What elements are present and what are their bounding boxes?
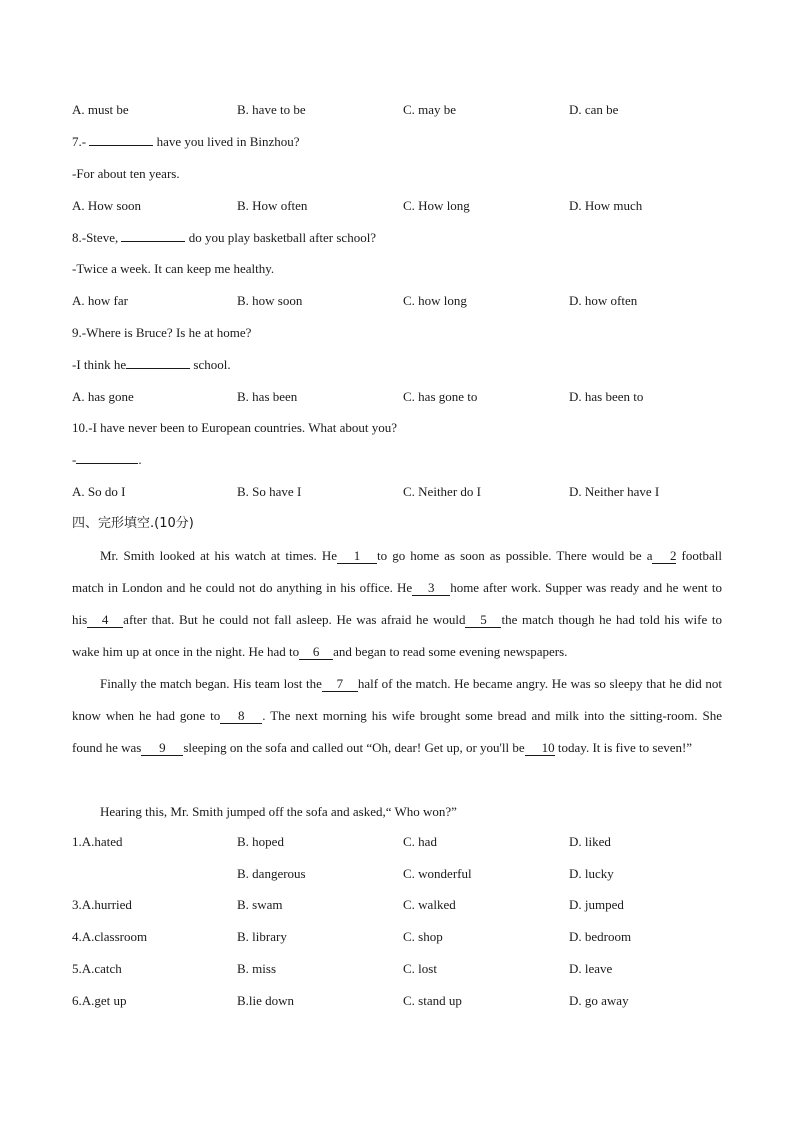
cloze-3-option-c: C. walked xyxy=(403,897,456,912)
p1-text-5: after that. But he could not fall asleep. He was afraid he would xyxy=(123,612,466,627)
q7-option-c: C. How long xyxy=(403,198,470,213)
p2-text-4: sleeping on the sofa and called out “Oh, dear! Get up, or you'll be xyxy=(183,740,525,755)
q8-options xyxy=(72,292,722,310)
p1-text-1: Mr. Smith looked at his watch at times. He xyxy=(100,548,338,563)
q8-prompt xyxy=(72,229,376,247)
q9-option-a: A. has gone xyxy=(72,389,134,404)
q7-option-d: D. How much xyxy=(569,198,643,213)
q9-option-c: C. has gone to xyxy=(403,389,478,404)
cloze-options-4 xyxy=(72,928,722,946)
q7-answer: -For about ten years. xyxy=(72,166,180,181)
cloze-paragraph-1 xyxy=(72,540,722,668)
q9-options xyxy=(72,388,722,406)
q6-option-d: D. can be xyxy=(569,102,619,117)
q10-option-a: A. So do I xyxy=(72,484,126,499)
q9-blank xyxy=(126,368,190,369)
cloze-gap-3: 3 xyxy=(412,580,450,596)
cloze-3-option-a: 3.A.hurried xyxy=(72,897,132,912)
cloze-6-option-b: B.lie down xyxy=(237,993,295,1008)
cloze-paragraph-3 xyxy=(72,796,722,828)
q9-answer xyxy=(72,356,231,374)
cloze-3-option-d: D. jumped xyxy=(569,897,624,912)
q7-blank xyxy=(89,145,153,146)
section-4-title: 四、完形填空.(10分) xyxy=(72,516,194,531)
cloze-options-3 xyxy=(72,896,722,914)
cloze-5-option-a: 5.A.catch xyxy=(72,961,122,976)
q6-option-a: A. must be xyxy=(72,102,129,117)
q10-answer-end: . xyxy=(138,452,142,467)
p2-text-5: today. It is five to seven!” xyxy=(554,740,693,755)
q7-prompt xyxy=(72,133,300,151)
q9-prompt: 9.-Where is Bruce? Is he at home? xyxy=(72,325,252,340)
q7-number: 7.- xyxy=(72,134,87,149)
q8-option-d: D. how often xyxy=(569,293,638,308)
p2-text-3: . The next morning his wife brought some bread and milk into the sitting-room. She found he was xyxy=(72,708,722,755)
cloze-gap-4: 4 xyxy=(87,612,123,628)
cloze-options-5 xyxy=(72,960,722,978)
cloze-2-option-b: B. dangerous xyxy=(237,866,306,881)
cloze-5-option-c: C. lost xyxy=(403,961,437,976)
q7-prompt-text: have you lived in Binzhou? xyxy=(153,134,300,149)
q8-number: 8.-Steve, xyxy=(72,230,119,245)
cloze-4-option-c: C. shop xyxy=(403,929,443,944)
cloze-options-6 xyxy=(72,992,722,1010)
q8-prompt-text: do you play basketball after school? xyxy=(185,230,377,245)
cloze-gap-2: 2 xyxy=(652,548,676,564)
q6-option-c: C. may be xyxy=(403,102,457,117)
q10-blank xyxy=(76,463,138,464)
p2-text-1: Finally the match began. His team lost the xyxy=(100,676,322,691)
p2-text-2: half of the match. He became angry. He was so sleepy that he did not know when he had gone to xyxy=(72,676,722,723)
q9-option-d: D. has been to xyxy=(569,389,644,404)
p1-text-4: home after work. Supper was ready and he went to his xyxy=(72,580,722,627)
cloze-gap-6: 6 xyxy=(299,644,333,660)
cloze-options-1 xyxy=(72,833,722,851)
p1-text-7: and began to read some evening newspapers. xyxy=(333,644,568,659)
cloze-gap-5: 5 xyxy=(465,612,501,628)
cloze-options-2 xyxy=(72,865,722,883)
q7-option-a: A. How soon xyxy=(72,198,141,213)
cloze-4-option-b: B. library xyxy=(237,929,287,944)
cloze-6-option-d: D. go away xyxy=(569,993,629,1008)
cloze-1-option-a: 1.A.hated xyxy=(72,834,123,849)
cloze-gap-7: 7 xyxy=(322,676,358,692)
q9-option-b: B. has been xyxy=(237,389,298,404)
cloze-4-option-d: D. bedroom xyxy=(569,929,632,944)
q10-option-c: C. Neither do I xyxy=(403,484,481,499)
q10-option-b: B. So have I xyxy=(237,484,302,499)
q10-option-d: D. Neither have I xyxy=(569,484,660,499)
cloze-1-option-d: D. liked xyxy=(569,834,611,849)
cloze-3-option-b: B. swam xyxy=(237,897,283,912)
q8-option-a: A. how far xyxy=(72,293,128,308)
cloze-6-option-a: 6.A.get up xyxy=(72,993,127,1008)
q8-answer: -Twice a week. It can keep me healthy. xyxy=(72,261,275,276)
p1-text-6: the match though he had told his wife to wake him up at once in the night. He had to xyxy=(72,612,722,659)
q7-option-b: B. How often xyxy=(237,198,308,213)
cloze-6-option-c: C. stand up xyxy=(403,993,462,1008)
q10-prompt: 10.-I have never been to European countries. What about you? xyxy=(72,420,397,435)
cloze-5-option-b: B. miss xyxy=(237,961,277,976)
q8-option-c: C. how long xyxy=(403,293,467,308)
cloze-1-option-b: B. hoped xyxy=(237,834,284,849)
cloze-2-option-c: C. wonderful xyxy=(403,866,472,881)
cloze-gap-10: 10 xyxy=(525,740,555,756)
q10-answer xyxy=(72,451,142,469)
q8-blank xyxy=(121,241,185,242)
p1-text-3: football match in London and he could not do anything in his office. He xyxy=(72,548,722,595)
cloze-1-option-c: C. had xyxy=(403,834,437,849)
q9-answer-end: school. xyxy=(190,357,231,372)
cloze-5-option-d: D. leave xyxy=(569,961,613,976)
cloze-2-option-d: D. lucky xyxy=(569,866,614,881)
q6-option-b: B. have to be xyxy=(237,102,306,117)
p1-text-2: to go home as soon as possible. There would be a xyxy=(377,548,653,563)
q6-options xyxy=(72,101,722,119)
q7-options xyxy=(72,197,722,215)
q8-option-b: B. how soon xyxy=(237,293,303,308)
cloze-gap-1: 1 xyxy=(337,548,377,564)
cloze-gap-8: 8 xyxy=(220,708,262,724)
p3-text: Hearing this, Mr. Smith jumped off the sofa and asked,“ Who won?” xyxy=(100,804,457,819)
q10-answer-start: - xyxy=(72,452,77,467)
q10-options xyxy=(72,483,722,501)
q9-answer-start: -I think he xyxy=(72,357,127,372)
cloze-paragraph-2 xyxy=(72,668,722,764)
cloze-4-option-a: 4.A.classroom xyxy=(72,929,148,944)
cloze-gap-9: 9 xyxy=(141,740,183,756)
